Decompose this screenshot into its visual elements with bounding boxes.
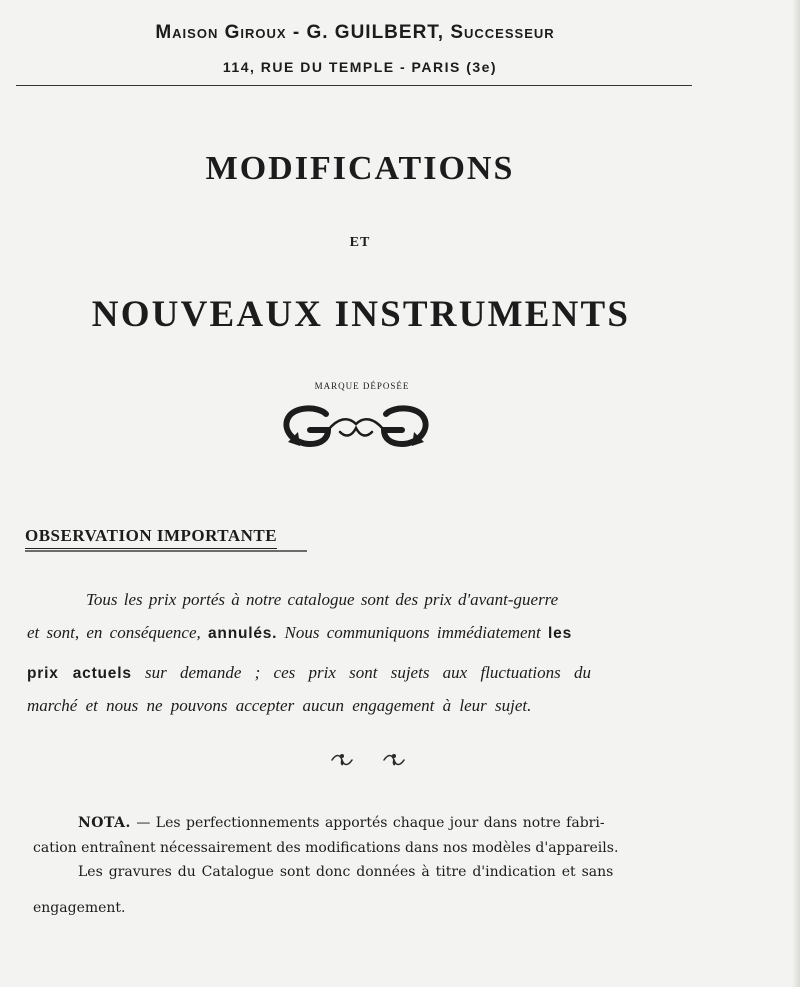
trademark-caption: MARQUE DÉPOSÉE	[314, 381, 410, 391]
gg-monogram-icon	[280, 402, 432, 452]
header-divider	[16, 85, 692, 86]
page-edge-shadow	[792, 0, 800, 987]
nota-text: — Les perfectionnements apportés chaque jour dans notre fabri-	[130, 815, 605, 831]
nota-line-4: engagement.	[33, 900, 126, 916]
observation-line-4	[27, 696, 707, 716]
observation-text: Nous communiquons immédiatement	[277, 623, 549, 642]
header-address: 114, RUE DU TEMPLE - PARIS (3e)	[222, 59, 498, 75]
title-conjunction: ET	[349, 235, 371, 250]
title-nouveaux-instruments: NOUVEAUX INSTRUMENTS	[91, 294, 631, 335]
observation-text: Tous les prix portés à notre catalogue sont des prix d'avant-guerre	[86, 590, 559, 609]
observation-text: sur demande ; ces prix sont sujets aux fluctuations du	[131, 663, 592, 682]
observation-underline	[25, 550, 307, 552]
nota-line-1	[78, 815, 768, 831]
nota-label: NOTA.	[78, 815, 131, 831]
observation-emphasis: les	[548, 625, 572, 642]
observation-line-3	[27, 663, 707, 683]
nota-line-3: Les gravures du Catalogue sont donc données à titre d'indication et sans	[78, 864, 614, 880]
observation-emphasis: annulés.	[208, 625, 278, 642]
nota-line-2: cation entraînent nécessairement des modifications dans nos modèles d'appareils.	[33, 840, 619, 856]
observation-emphasis: prix actuels	[27, 665, 132, 682]
observation-heading: OBSERVATION IMPORTANTE	[25, 526, 277, 549]
observation-line-1	[86, 590, 766, 610]
fleuron-icon	[330, 750, 410, 770]
title-modifications: MODIFICATIONS	[205, 150, 515, 187]
observation-line-2	[27, 623, 707, 643]
observation-text: marché et nous ne pouvons accepter aucun engagement à leur sujet.	[27, 696, 532, 715]
header-house-name: Maison Giroux - G. GUILBERT, Successeur	[155, 22, 555, 43]
observation-text: et sont, en conséquence,	[27, 623, 208, 642]
